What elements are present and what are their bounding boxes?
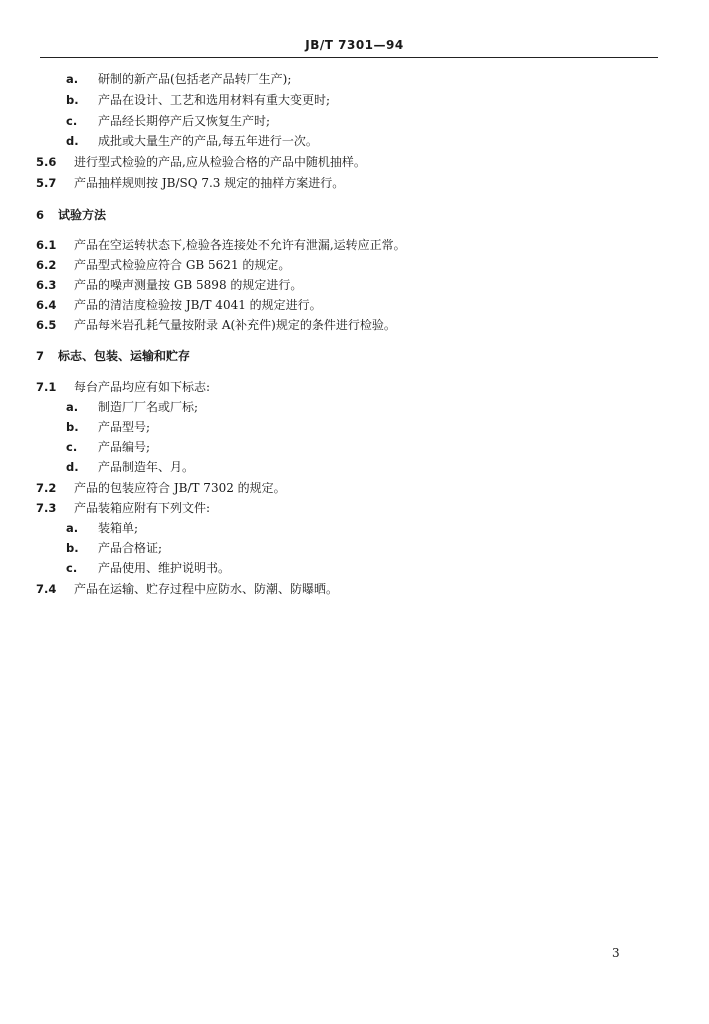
clause-text: 产品的清洁度检验按 JB/T 4041 的规定进行。 <box>74 298 322 312</box>
clause-7-4 <box>36 582 338 596</box>
list-item-d <box>66 460 194 474</box>
list-item-b <box>66 541 162 555</box>
item-label: c. <box>66 561 78 575</box>
item-text: 产品经长期停产后又恢复生产时; <box>98 114 271 128</box>
item-label: d. <box>66 134 79 148</box>
clause-number: 6.3 <box>36 278 57 292</box>
section-title: 试验方法 <box>58 208 107 222</box>
clause-number: 6.2 <box>36 258 57 272</box>
item-label: a. <box>66 521 79 535</box>
clause-5-6 <box>36 155 366 169</box>
clause-6-1 <box>36 238 406 252</box>
item-label: d. <box>66 460 79 474</box>
clause-text: 产品的包装应符合 JB/T 7302 的规定。 <box>74 481 286 495</box>
section-heading-7 <box>36 349 190 363</box>
clause-text: 每台产品均应有如下标志: <box>74 380 211 394</box>
list-item-a <box>66 521 138 535</box>
clause-number: 7.4 <box>36 582 57 596</box>
item-text: 产品合格证; <box>98 541 163 555</box>
clause-number: 6.4 <box>36 298 57 312</box>
item-text: 产品使用、维护说明书。 <box>98 561 231 575</box>
list-item-a <box>66 72 291 86</box>
clause-text: 产品在运输、贮存过程中应防水、防潮、防曝晒。 <box>74 582 339 596</box>
item-text: 制造厂厂名或厂标; <box>98 400 199 414</box>
clause-6-3 <box>36 278 302 292</box>
clause-text: 产品每米岩孔耗气量按附录 A(补充件)规定的条件进行检验。 <box>74 318 396 332</box>
clause-number: 5.6 <box>36 155 57 169</box>
clause-number: 7.3 <box>36 501 57 515</box>
section-title: 标志、包装、运输和贮存 <box>58 349 191 363</box>
clause-7-1 <box>36 380 210 394</box>
clause-text: 进行型式检验的产品,应从检验合格的产品中随机抽样。 <box>74 155 366 169</box>
page-number: 3 <box>612 946 620 960</box>
clause-6-2 <box>36 258 290 272</box>
item-label: c. <box>66 440 78 454</box>
clause-text: 产品的噪声测量按 GB 5898 的规定进行。 <box>74 278 303 292</box>
list-item-b <box>66 93 330 107</box>
header-rule <box>40 57 658 58</box>
list-item-d <box>66 134 318 148</box>
clause-number: 6.1 <box>36 238 57 252</box>
clause-7-2 <box>36 481 286 495</box>
list-item-c <box>66 440 150 454</box>
list-item-c <box>66 114 270 128</box>
clause-text: 产品在空运转状态下,检验各连接处不允许有泄漏,运转应正常。 <box>74 238 406 252</box>
list-item-c <box>66 561 230 575</box>
list-item-a <box>66 400 198 414</box>
section-number: 7 <box>36 349 45 363</box>
item-label: b. <box>66 93 79 107</box>
clause-number: 7.1 <box>36 380 57 394</box>
item-text: 研制的新产品(包括老产品转厂生产); <box>98 72 292 86</box>
item-label: c. <box>66 114 78 128</box>
clause-6-4 <box>36 298 322 312</box>
clause-6-5 <box>36 318 396 332</box>
clause-number: 5.7 <box>36 176 57 190</box>
clause-5-7 <box>36 176 344 190</box>
item-text: 装箱单; <box>98 521 139 535</box>
item-text: 产品在设计、工艺和选用材料有重大变更时; <box>98 93 331 107</box>
item-label: a. <box>66 72 79 86</box>
item-label: b. <box>66 541 79 555</box>
item-label: b. <box>66 420 79 434</box>
clause-text: 产品型式检验应符合 GB 5621 的规定。 <box>74 258 291 272</box>
list-item-b <box>66 420 150 434</box>
item-text: 产品型号; <box>98 420 151 434</box>
document-header: JB/T 7301—94 <box>305 38 404 52</box>
clause-number: 6.5 <box>36 318 57 332</box>
clause-number: 7.2 <box>36 481 57 495</box>
section-number: 6 <box>36 208 45 222</box>
section-heading-6 <box>36 208 106 222</box>
clause-7-3 <box>36 501 210 515</box>
item-text: 产品编号; <box>98 440 151 454</box>
clause-text: 产品抽样规则按 JB/SQ 7.3 规定的抽样方案进行。 <box>74 176 345 190</box>
item-label: a. <box>66 400 79 414</box>
clause-text: 产品装箱应附有下列文件: <box>74 501 211 515</box>
item-text: 成批或大量生产的产品,每五年进行一次。 <box>98 134 318 148</box>
item-text: 产品制造年、月。 <box>98 460 195 474</box>
